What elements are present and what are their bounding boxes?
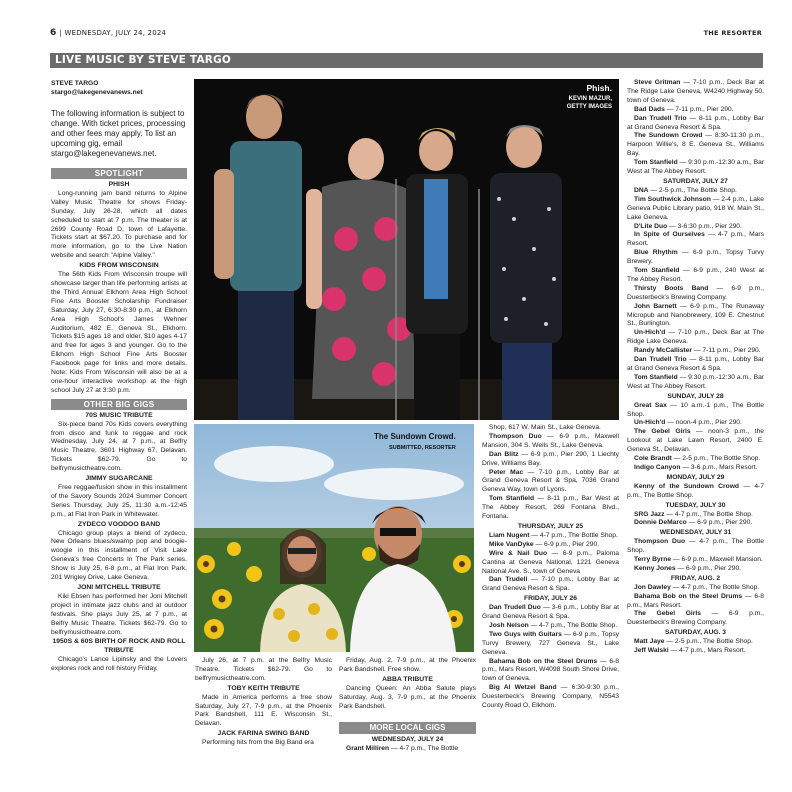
gig-detail: — 4-7 p.m., Mars Resort. [627,231,764,248]
gig-detail: — 8-11 p.m., Lobby Bar at Grand Geneva Resort & Spa. [627,356,764,372]
performer: Josh Nelson [489,621,529,629]
item-title: JACK FARINA SWING BAND [217,730,310,738]
performer: Indigo Canyon [634,463,681,471]
item-body: Chicago's Lance Lipinsky and the Lovers explores rock and roll history Friday, [51,656,187,673]
byline-email[interactable]: stargo@lakegenevanews.net [51,89,143,96]
gig-detail: — 7-11 p.m., Pier 290. [693,347,761,355]
gig-listing [482,541,619,550]
performer: Donnie DeMarco [634,519,687,527]
item-title: TOBY KEITH TRIBUTE [227,684,300,692]
item-title: ABBA TRIBUTE [382,675,433,683]
gig-detail: — 6-9 p.m., 240 West at The Abbey Resort. [627,267,765,283]
performer: Dan Trudell Trio [634,114,687,122]
gig-listing [627,159,764,177]
item-body: Chicago group plays a blend of zydeco, New Orleans blues/swamp pop and boogie-woogie in this installment of Visit Lake Geneva's free Concerts In The Park series. Show is July 25, 6-8 p.m., at Flat Iron Park, 201 Wrigley Drive, Lake Geneva. [51,529,187,582]
performer: Wire & Nail Duo [489,549,548,557]
gig-detail: — 4-7 p.m., The Bottle [390,744,459,752]
gig-detail: — 6-8 p.m., Mars Resort. [627,592,764,609]
issue-date: WEDNESDAY, JULY 24, 2024 [64,29,167,37]
performer: Tom Stanfield [489,495,535,503]
gig-listing [482,495,619,522]
gig-detail: — 4-7 p.m., The Bottle Shop. [666,510,753,518]
sundown-crowd-image [194,424,474,652]
performer: Grant Milliren [346,744,390,752]
day-heading: FRIDAY, JULY 26 [524,595,577,603]
gig-detail: — 6:30-9:30 p.m., Duesterbeck's Brewing Company, N5543 County Road O, Elkhorn. [482,684,620,710]
gig-detail: — 4-7 p.m., The Bottle Shop. [531,531,618,539]
gig-detail: — 2-4 p.m., Lake Geneva Public Library patio, 918 W. Main St., Lake Geneva. [627,195,765,221]
gig-listing [627,285,764,303]
performer: D'Lite Duo [634,222,668,230]
gig-detail: — 2-5 p.m., The Bottle Shop. [666,638,753,646]
performer: Matt Jaye [634,638,665,646]
body-text: Friday, Aug. 2, 7-9 p.m., at the Phoenix Park Bandshell. Free show. [339,657,476,673]
item-body: Kiki Ebsen has performed her Joni Mitchell project in intimate jazz clubs and at outdoor festivals. She plays July 25, at 7 p.m., at Belfry Music Theatre. Tickets $62-79. Go to belfrymusictheatre.com. [51,592,187,636]
performer: Great Sax [634,401,667,409]
performer: Un-Hich'd [634,419,666,427]
gig-detail: — 6-9 p.m., Maxwell Mansion. [672,556,763,564]
gig-detail: — 6-9 p.m., Topsy Turvy Brewery. [627,249,764,266]
gig-detail: — 6-8 p.m., Mars Resort, W4098 South Shore Drive, town of Geneva. [482,657,619,683]
gig-detail: — 6-9 p.m., Pier 290, 1 Liechty Drive, Williams Bay. [482,450,620,467]
performer: Terry Byrne [634,556,672,564]
item-title: 1950S & 60S BIRTH OF ROCK AND ROLL TRIBUTE [52,638,186,655]
body-text: Shop, 617 W. Main St., Lake Geneva. [489,424,601,431]
item-title: ZYDECO VOODOO BAND [77,520,161,528]
gig-listing [627,347,764,356]
gig-listing [627,556,764,565]
gig-listing [627,565,764,574]
more-local-header: MORE LOCAL GIGS [339,722,476,734]
performer: Big Al Wetzel Band [489,684,557,692]
gig-detail: — 7-10 p.m., Lobby Bar at Grand Geneva Resort & Spa. [482,576,619,593]
item-title: JIMMY SUGARCANE [85,475,153,483]
day-heading: SUNDAY, JULY 28 [667,392,724,400]
spotlight-list [51,181,187,396]
paper-name: THE RESORTER [703,29,762,37]
item-title: PHISH [108,181,130,188]
gig-listing [627,374,764,392]
performer: Dan Trudell Duo [489,604,541,612]
gig-listing [627,419,764,428]
item-body: The 56th Kids From Wisconsin troupe will showcase larger than life performing artists at the Third Annual Elkhorn Area High School Fine Arts Booster Scholarship Fundraiser Saturday, July 27, 6:30-8:30 p.m., at Elkhorn Area High School's James Wehner Auditorium, 482 E. Geneva St., Elkhorn. Tickets $15 ages 18 and older, $10 ages 4-17 and free for ages 3 and younger. Go to the Elkhorn High School Fine Arts Booster Facebook page for links and more details. Note: Kids From Wisconsin will also be at a one-hour interactive workshop at the high school July 27 at 3:30 p.m. [51,271,187,394]
gig-listing [627,455,764,464]
sundown-crowd-photo [194,424,474,652]
gig-listing [482,631,619,658]
day-heading: SATURDAY, JULY 27 [663,177,728,185]
sundown-credit: SUBMITTED, RESORTER [388,445,456,451]
gig-detail: — 3-6 p.m., Mars Resort. [682,463,758,471]
column-6 [627,79,764,656]
gig-detail: — 6-9 p.m., Pier 290. [688,519,753,527]
performer: The Gebel Girls [634,428,691,436]
gig-detail: — 7-11 p.m., Pier 290. [666,105,734,113]
performer: The Gebel Girls [634,610,701,618]
gig-listing [482,622,619,631]
performer: Thirsty Boots Band [634,284,709,292]
performer: Un-Hich'd [634,329,666,337]
performer: Bad Dads [634,105,665,113]
item-body: Free reggae/fusion show in this installment of the Savory Sounds 2024 Summer Concert Series Thursday, July 25, 11:30 a.m.-12:45 p.m., at Flat Iron Park in Whitewater. [51,484,187,518]
gig-listing [627,483,764,501]
gig-listing [627,249,764,267]
item-title: 70S MUSIC TRIBUTE [85,411,153,419]
performer: Cole Brandt [634,455,672,463]
gig-detail: — 6-9 p.m., Topsy Turvy Brewery, 727 Geneva St., Lake Geneva. [482,630,620,656]
gig-listing [482,604,619,622]
gig-listing [627,223,764,232]
gig-listing [482,451,619,469]
item-body: Six-piece band 70s Kids covers everything from disco and funk to reggae and rock Wednesday, July 24, at 7 p.m., at Belfry Music Theatre, 3601 Highway 67, Delavan. Tickets $62-79. Go to belfrymusictheatre.com. [51,420,187,473]
performer: Kenny Jones [634,564,676,572]
performer: The Sundown Crowd [634,132,703,140]
gig-listing [627,79,764,106]
gig-detail: — 4-7 p.m., The Bottle Shop. [627,538,765,555]
gig-listing [339,745,476,754]
day-heading: WEDNESDAY, JULY 24 [371,736,444,743]
gig-listing [627,593,764,611]
gig-detail: — 2-5 p.m., The Bottle Shop. [650,186,737,194]
spotlight-header: SPOTLIGHT [51,168,187,179]
gig-listing [482,550,619,577]
gig-listing [627,402,764,420]
gig-detail: — noon-4 p.m., Pier 290. [667,419,742,427]
performer: John Barnett [634,302,677,310]
performer: Thompson Duo [489,432,542,440]
performer: Randy McCallister [634,347,692,355]
phish-caption: Phish. [586,83,612,93]
performer: Liam Nugent [489,531,530,539]
gig-detail: — 9:30 p.m.-12:30 a.m., Bar West at The Abbey Resort. [627,159,765,176]
sundown-caption-box [374,432,456,451]
gig-listing [627,356,764,374]
gig-listing [627,464,764,473]
gig-listing [627,231,764,249]
gig-detail: — 7-10 p.m., Lobby Bar at Grand Geneva Resort & Spa, 7036 Grand Geneva Way, town of Lyons. [482,468,619,494]
performer: Steve Gritman [634,79,681,86]
page-number: 6 [50,28,57,38]
day-heading: SATURDAY, AUG. 3 [664,629,727,637]
gig-detail: — 3-6:30 p.m., Pier 290. [669,222,742,230]
gig-listing [627,106,764,115]
body-text: Dancing Queen: An Abba Salute plays Saturday, Aug. 3, 7-9 p.m., at the Phoenix Park Bandshell. [339,684,476,710]
performer: DNA [634,186,649,194]
other-gigs-header: OTHER BIG GIGS [51,399,187,410]
gig-listing [627,610,764,628]
column-4 [339,657,476,711]
column-3 [195,657,332,748]
gig-listing [482,684,619,711]
gig-listing [627,303,764,330]
gig-detail: — 3-6 p.m., Lobby Bar at Grand Geneva Resort & Spa. [482,604,620,621]
gig-detail: — 6-9 p.m., Pier 290. [535,540,600,548]
body-text: Performing hits from the Big Band era [202,739,314,747]
gig-listing [627,584,764,593]
more-local-block [339,720,476,754]
gig-listing [627,329,764,347]
intro-note: The following information is subject to change. With ticket prices, processing and other fees may apply. To list an upcoming gig, email stargo@lakegenevanews.net. [51,109,186,158]
performer: Jeff Walski [634,647,669,655]
performer: Tom Stanfield [634,373,678,381]
body-text: July 26, at 7 p.m. at the Belfry Music Theatre. Tickets $62-79. Go to belfrymusictheatre.com. [195,657,332,682]
gig-listing [627,519,764,528]
left-column [51,79,187,674]
day-heading: FRIDAY, AUG. 2 [670,574,721,582]
performer: Bahama Bob on the Steel Drums [634,592,743,600]
gig-detail: — noon-3 p.m., the Lookout at Lake Lawn Resort, 2400 E. Geneva St., Delavan. [627,428,765,454]
gig-listing [482,433,619,451]
gig-listing [627,511,764,520]
gig-listing [627,267,764,285]
performer: Peter Mac [489,468,524,476]
performer: Dan Blitz [489,450,519,458]
item-title: JONI MITCHELL TRIBUTE [77,583,161,591]
item-body: Long-running jam band returns to Alpine Valley Music Theatre for shows Friday-Sunday, July 26-28, which all dates scheduled to start at 7 p.m. The theater is at 2699 County Road D, town of Lafayette. Tickets start at $67.20. To purchase and for more information, go to the Live Nation website and search "Alpine Valley." [51,189,187,260]
gig-detail: — 4-7 p.m., The Bottle Shop. [672,583,760,591]
performer: SRG Jazz [634,510,665,518]
gig-listing [482,658,619,685]
performer: Thompson Duo [634,538,686,546]
item-title: KIDS FROM WISCONSIN [79,262,159,270]
gig-listing [482,532,619,541]
performer: Two Guys with Guitars [489,630,562,638]
day-heading: TUESDAY, JULY 30 [665,501,726,509]
phish-photo [194,79,619,420]
gig-listing [627,187,764,196]
phish-image [194,79,619,420]
performer: Dan Trudell [489,576,528,584]
day-heading: MONDAY, JULY 29 [666,473,725,481]
performer: Mike VanDyke [489,540,534,548]
gig-detail: — 6-9 p.m., Duesterbeck's Brewing Company. [627,284,765,301]
performer: Jon Dawley [634,583,671,591]
page-folio: 6 | WEDNESDAY, JULY 24, 2024 [50,28,167,38]
gig-detail: — 4-7 p.m., The Bottle Shop. [627,482,764,499]
gig-listing [482,469,619,496]
gig-listing [627,647,764,656]
performer: Bahama Bob on the Steel Drums [489,657,598,665]
gig-listing [627,428,764,455]
gig-listing [627,115,764,133]
byline-name: STEVE TARGO [51,80,99,87]
performer: Tom Stanfield [634,267,680,275]
gig-detail: — 6-9 p.m., The Runaway Micropub and Nanobrewery, 109 E. Chestnut St., Burlington. [627,302,764,328]
phish-credit: KEVIN MAZUR, GETTY IMAGES [566,96,612,110]
day-heading: THURSDAY, JULY 25 [517,522,584,530]
performer: Dan Trudell Trio [634,356,687,364]
performer: Kenny of the Sundown Crowd [634,482,739,490]
phish-caption-box [567,83,612,111]
column-5 [482,424,619,711]
body-text: Made in America performs a free show Saturday, July 27, 7-9 p.m., at the Phoenix Park Bandshell, 111 E. Wisconsin St., Delavan. [195,693,332,728]
performer: Tim Southwick Johnson [634,195,711,203]
gig-detail: — 4-7 p.m., Mars Resort. [670,647,746,655]
sundown-caption: The Sundown Crowd. [374,432,456,441]
gig-detail: — 2-5 p.m., The Bottle Shop. [673,455,761,463]
performer: Blue Rhythm [634,249,678,257]
gig-detail: — 8-11 p.m., Lobby Bar at Grand Geneva Resort & Spa. [627,114,764,131]
gig-detail: — 8:30-11:30 p.m., Harpoon Willie's, 8 E. Geneva St., Williams Bay. [627,132,765,158]
gig-detail: — 4-7 p.m., The Bottle Shop. [530,621,618,629]
gig-detail: — 6-9 p.m., Maxwell Mansion, 304 S. Wells St., Lake Geneva. [482,432,620,449]
gig-detail: — 9:30 p.m.-12:30 a.m., Bar West at The Abbey Resort. [627,373,765,390]
performer: In Spite of Ourselves [634,231,705,239]
gig-detail: — 6-9 p.m., Paloma Cantina at Geneva National, 1221 Geneva National Ave. S., town of Geneva [482,549,619,575]
day-heading: WEDNESDAY, JULY 31 [659,529,732,537]
gig-listing [627,132,764,159]
gig-listing [627,538,764,556]
gig-listing [627,196,764,223]
gig-listing [627,638,764,647]
gig-detail: — 7-10 p.m., Deck Bar at The Ridge Lake Geneva, W4240 Highway 50, town of Geneva. [627,79,765,104]
gig-detail: — 6-9 p.m., Pier 290. [677,564,742,572]
other-gigs-list [51,412,187,674]
gig-detail: — 8-11 p.m., Bar West at The Abbey Resort, 269 Fontana Blvd., Fontana. [482,495,620,521]
gig-detail: — 6-9 p.m., Duesterbeck's Brewing Company. [627,610,765,627]
section-banner: LIVE MUSIC BY STEVE TARGO [50,53,763,68]
gig-detail: — 7-10 p.m., Deck Bar at The Ridge Lake Geneva. [627,329,765,346]
performer: Tom Stanfield [634,159,678,167]
gig-detail: — 10 a.m.-1 p.m., The Bottle Shop. [627,401,764,418]
gig-listing [482,576,619,594]
